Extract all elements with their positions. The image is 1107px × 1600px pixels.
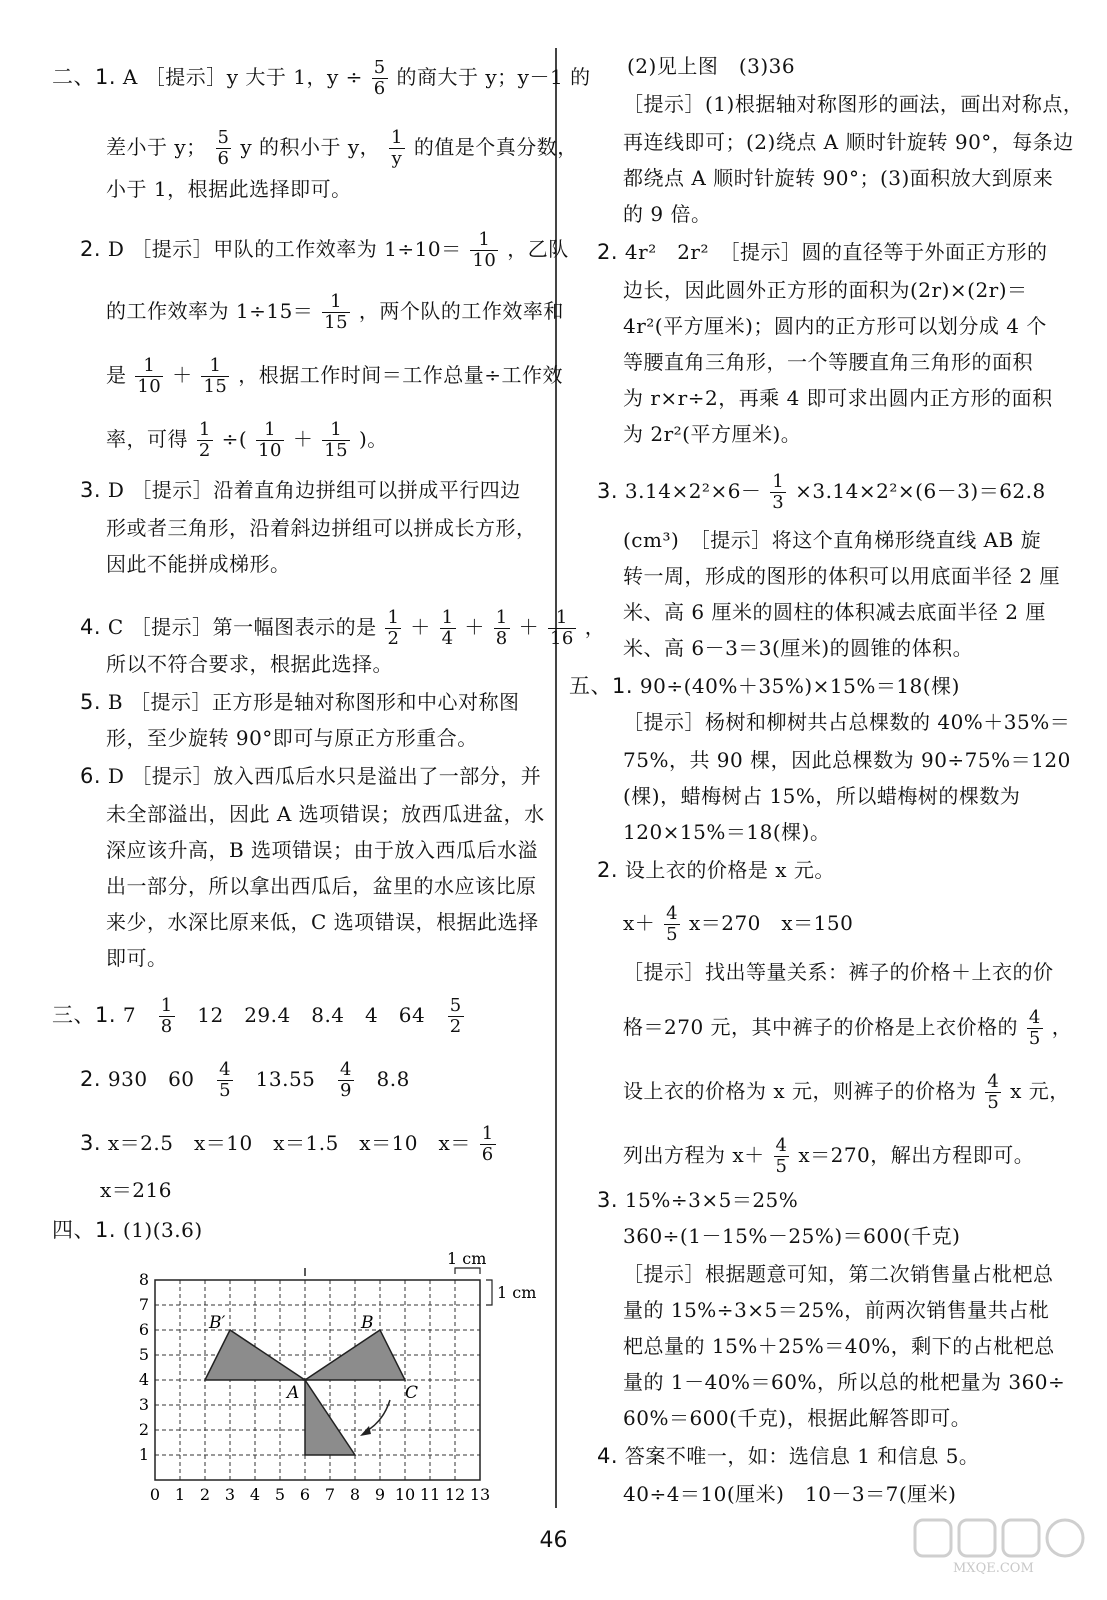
fraction: $\frac{1}{10}$ [472,229,497,271]
y-tick: 7 [138,1295,149,1314]
q3-1-line: 三、1. 7 $\frac{1}{8}$ 12 29.4 8.4 4 64 $\frac{5}{2}$ [52,995,462,1037]
r5-4-line-1: 4. 答案不唯一，如：选信息 1 和信息 5。 [597,1444,980,1468]
r3-line-2: (cm³) ［提示］将这个直角梯形绕直线 AB 旋 [623,528,1042,552]
page-number: 46 [539,1528,568,1553]
fraction: $\frac{1}{2}$ [198,419,211,461]
r2-line-6: 为 2r²(平方厘米)。 [623,422,802,446]
fraction: $\frac{1}{15}$ [324,291,349,333]
q2-1-line-2: 差小于 y； $\frac{5}{6}$ y 的积小于 y， $\frac{1}{y}$ 的值是个真分数， [106,127,578,169]
r5-2-line-4: 格＝270 元，其中裤子的价格是上衣价格的 $\frac{4}{5}$ ， [623,1007,1073,1049]
r5-1-line-3: 75%，共 90 棵，因此总棵数为 90÷75%＝120 [623,748,1071,772]
r5-1-line-5: 120×15%＝18(棵)。 [623,820,831,844]
fraction: $\frac{1}{2}$ [387,607,400,649]
fraction: $\frac{4}{5}$ [666,903,679,945]
fraction: $\frac{5}{2}$ [449,995,462,1037]
x-tick: 12 [444,1485,466,1504]
q2-6-line-5: 来少，水深比原来低，C 选项错误，根据此选择 [106,910,539,934]
fraction: $\frac{4}{5}$ [775,1135,788,1177]
fraction: $\frac{1}{8}$ [495,607,508,649]
r5-3-line-4: 量的 15%÷3×5＝25%，前两次销售量共占枇 [623,1298,1050,1322]
q2-3-line-1: 3. D ［提示］沿着直角边拼组可以拼成平行四边 [80,478,521,502]
q2-6-line-2: 未全部溢出，因此 A 选项错误；放西瓜进盆，水 [106,802,545,826]
triangle-rotated [305,1380,355,1455]
r5-3-line-1: 3. 15%÷3×5＝25% [597,1188,799,1212]
x-tick: 4 [249,1485,261,1504]
r5-2-line-6: 列出方程为 x＋ $\frac{4}{5}$ x＝270，解出方程即可。 [623,1135,1035,1177]
q2-2-line-4: 率，可得 $\frac{1}{2}$ ÷( $\frac{1}{10}$ ＋ $\frac{1}{15}$ )。 [106,419,388,461]
r5-2-line-2: x＋ $\frac{4}{5}$ x＝270 x＝150 [623,903,854,945]
q2-1-line-3: 小于 1，根据此选择即可。 [106,177,352,201]
r5-3-line-6: 量的 1－40%＝60%，所以总的枇杷量为 360÷ [623,1370,1066,1394]
r5-4-line-2: 40÷4＝10(厘米) 10－3＝7(厘米) [623,1482,957,1506]
y-tick: 3 [138,1395,149,1414]
fraction: $\frac{4}{9}$ [339,1059,352,1101]
fraction: $\frac{4}{5}$ [219,1059,232,1101]
r5-1-line-2: ［提示］杨树和柳树共占总棵数的 40%＋35%＝ [623,710,1071,734]
fraction: $\frac{1}{15}$ [203,355,228,397]
r2-line-4: 等腰直角三角形，一个等腰直角三角形的面积 [623,350,1033,374]
x-tick: 10 [394,1485,416,1504]
r1-hint-3: 都绕点 A 顺时针旋转 90°；(3)面积放大到原来 [623,166,1054,190]
r5-2-line-3: ［提示］找出等量关系：裤子的价格＋上衣的价 [623,960,1054,984]
scale-label-horizontal: 1 cm [447,1249,487,1268]
r5-2-line-1: 2. 设上衣的价格是 x 元。 [597,858,835,882]
x-tick: 2 [199,1485,211,1504]
r3-line-5: 米、高 6－3＝3(厘米)的圆锥的体积。 [623,636,974,660]
q2-4-line-2: 所以不符合要求，根据此选择。 [106,652,393,676]
q3-3-line-1: 3. x＝2.5 x＝10 x＝1.5 x＝10 x＝ $\frac{1}{6}$ [80,1123,494,1165]
fraction: $\frac{4}{5}$ [1028,1007,1041,1049]
r1-line-1: (2)见上图 (3)36 [627,54,796,78]
fraction: $\frac{1}{16}$ [549,607,574,649]
fraction: $\frac{4}{5}$ [987,1071,1000,1113]
q2-2-line-2: 的工作效率为 1÷15＝ $\frac{1}{15}$ ，两个队的工作效率和 [106,291,564,333]
q2-4-line-1: 4. C ［提示］第一幅图表示的是 $\frac{1}{2}$ ＋ $\frac{1}{4}$ ＋ $\frac{1}{8}$ ＋ $\frac{1}{16}$ ， [80,607,606,649]
x-tick: 9 [374,1485,386,1504]
q2-6-line-1: 6. D ［提示］放入西瓜后水只是溢出了一部分，并 [80,764,542,788]
r3-line-3: 转一周，形成的图形的体积可以用底面半径 2 厘 [623,564,1060,588]
fraction: $\frac{5}{6}$ [373,57,386,99]
r5-3-line-5: 杷总量的 15%＋25%＝40%，剩下的占枇杷总 [623,1334,1055,1358]
point-label-b-prime: B′ [209,1313,226,1333]
r2-line-3: 4r²(平方厘米)；圆内的正方形可以划分成 4 个 [623,314,1047,338]
x-tick: 0 [149,1485,161,1504]
point-label-c: C [405,1383,419,1403]
x-tick: 6 [299,1485,311,1504]
x-tick: 1 [174,1485,186,1504]
fraction: $\frac{1}{10}$ [258,419,282,461]
fraction: $\frac{1}{3}$ [772,471,785,513]
r5-1-line-1: 五、1. 90÷(40%＋35%)×15%＝18(棵) [569,674,960,698]
fraction: $\frac{1}{6}$ [481,1123,494,1165]
y-tick: 6 [138,1320,149,1339]
q3-2-line: 2. 930 60 $\frac{4}{5}$ 13.55 $\frac{4}{9}$ 8.8 [80,1059,410,1101]
q2-5-line-2: 形，至少旋转 90°即可与原正方形重合。 [106,726,478,750]
r5-2-line-5: 设上衣的价格为 x 元，则裤子的价格为 $\frac{4}{5}$ x 元， [623,1071,1070,1113]
q2-5-line-1: 5. B ［提示］正方形是轴对称图形和中心对称图 [80,690,520,714]
q2-2-line-3: 是 $\frac{1}{10}$ ＋ $\frac{1}{15}$ ，根据工作时间＝工作总量÷工作效 [106,355,564,397]
y-tick: 1 [138,1445,149,1464]
r5-3-line-7: 60%＝600(千克)，根据此解答即可。 [623,1406,972,1430]
point-label-a: A [287,1383,300,1403]
fraction: $\frac{1}{15}$ [324,419,349,461]
q2-3-line-3: 因此不能拼成梯形。 [106,552,291,576]
q2-6-line-6: 即可。 [106,946,168,970]
r2-line-2: 边长，因此圆外正方形的面积为(2r)×(2r)＝ [623,278,1028,302]
watermark-graphic [913,1514,1093,1574]
x-tick: 7 [324,1485,336,1504]
point-label-b: B [361,1313,374,1333]
fraction: $\frac{1}{y}$ [391,127,403,169]
x-tick: 5 [274,1485,286,1504]
x-tick: 11 [419,1485,441,1504]
x-tick: 3 [224,1485,236,1504]
q2-1-line-1: 二、1. A ［提示］y 大于 1，y ÷ $\frac{5}{6}$ 的商大于 y；y－1 的 [52,57,591,99]
r5-3-line-3: ［提示］根据题意可知，第二次销售量占枇杷总 [623,1262,1054,1286]
r1-hint-4: 的 9 倍。 [623,202,712,226]
svg-text:MXQE.COM: MXQE.COM [953,1561,1034,1574]
q2-6-line-4: 出一部分，所以拿出西瓜后，盆里的水应该比原 [106,874,537,898]
y-tick: 2 [138,1420,149,1439]
fraction: $\frac{1}{4}$ [441,607,454,649]
r5-1-line-4: (棵)，蜡梅树占 15%，所以蜡梅树的棵数为 [623,784,1021,808]
y-tick: 5 [138,1345,149,1364]
q2-3-line-2: 形或者三角形，沿着斜边拼组可以拼成长方形， [106,516,537,540]
r1-hint-1: ［提示］(1)根据轴对称图形的画法，画出对称点， [623,92,1084,116]
scale-label-vertical: 1 cm [497,1283,537,1302]
grid-figure [120,1248,550,1508]
x-tick: 8 [349,1485,361,1504]
x-tick: 13 [469,1485,491,1504]
fraction: $\frac{1}{10}$ [137,355,162,397]
r3-line-4: 米、高 6 厘米的圆柱的体积减去底面半径 2 厘 [623,600,1046,624]
r2-line-5: 为 r×r÷2，再乘 4 即可求出圆内正方形的面积 [623,386,1053,410]
y-tick: 8 [138,1270,149,1289]
q2-6-line-3: 深应该升高，B 选项错误；由于放入西瓜后水溢 [106,838,539,862]
q4-1-line: 四、1. (1)(3.6) [52,1218,203,1242]
r2-line-1: 2. 4r² 2r² ［提示］圆的直径等于外面正方形的 [597,240,1048,264]
watermark-logo [913,1514,1093,1578]
q3-3-line-2: x＝216 [100,1178,172,1202]
r1-hint-2: 再连线即可；(2)绕点 A 顺时针旋转 90°，每条边 [623,130,1074,154]
fraction: $\frac{1}{8}$ [160,995,173,1037]
fraction: $\frac{5}{6}$ [217,127,230,169]
r3-line-1: 3. 3.14×2²×6－ $\frac{1}{3}$ ×3.14×2²×(6－3)＝62.8 [597,471,1046,513]
y-tick: 4 [138,1370,149,1389]
r5-3-line-2: 360÷(1－15%－25%)＝600(千克) [623,1224,961,1248]
q2-2-line-1: 2. D ［提示］甲队的工作效率为 1÷10＝ $\frac{1}{10}$ ，乙队 [80,229,569,271]
